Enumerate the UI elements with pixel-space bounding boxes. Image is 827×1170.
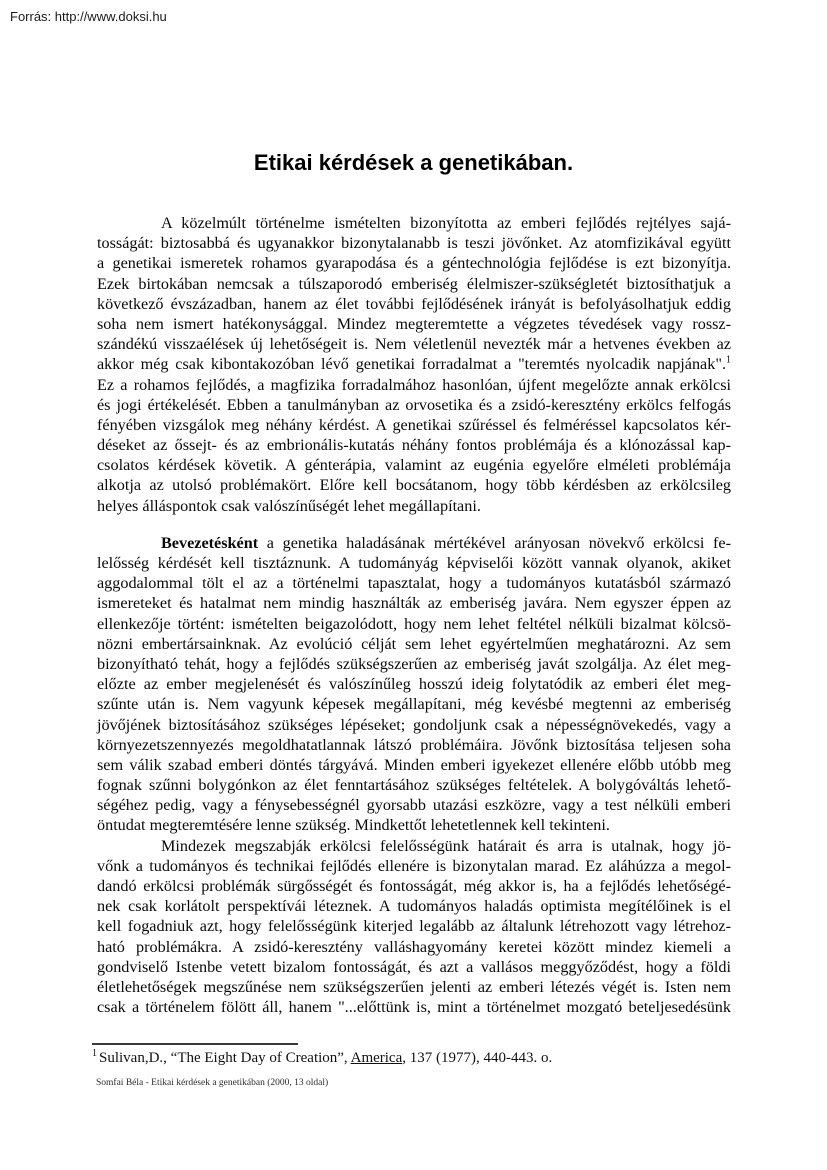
body-text bbox=[97, 213, 731, 1017]
paragraph bbox=[97, 533, 731, 836]
text-line: dandó erkölcsi problémák sürgősségét és fontosságát, még akkor is, ha a fejlődés lehetőségé- bbox=[97, 877, 731, 895]
text-line: Ez a rohamos fejlődés, a magfizika forradalmához hasonlóan, újfent megelőzte annak erkölcsi bbox=[97, 375, 731, 394]
footnote-separator bbox=[92, 1043, 298, 1045]
text-line: akkor még csak kibontakozóban lévő genetikai forradalmat a "teremtés nyolcadik napjának".$^1$ bbox=[97, 354, 731, 374]
text-line: bizonyítható tehát, hogy a fejlődés szükségszerűen az emberiség javát szolgálja. Az élet meg- bbox=[97, 654, 731, 673]
text-line: déseket az őssejt- és az embrionális-kutatás néhány fontos problémája és a klónozással kap- bbox=[97, 436, 731, 455]
text-line: nek csak korlátolt perspektívái léteznek. A tudományos haladás optimista megítélőinek is el bbox=[97, 897, 731, 916]
credit-line: Somfai Béla - Etikai kérdések a genetikában (2000, 13 oldal) bbox=[96, 1078, 329, 1088]
paragraph bbox=[97, 213, 731, 516]
source-url-label: Forrás: http://www.doksi.hu bbox=[10, 9, 167, 24]
text-line: Ezek birtokában nemcsak a túlszaporodó emberiség élelmiszer-szükségletét biztosíthatjuk a bbox=[97, 274, 731, 293]
text-line: szűnte után is. Nem vagyunk képesek megállapítani, még kevésbé megtenni az emberiség bbox=[97, 695, 731, 714]
text-line: öntudat megteremtésére lenne szükség. Mindkettőt lehetetlennek kell tekinteni. bbox=[97, 816, 610, 835]
paragraph bbox=[97, 836, 731, 1018]
text-line: vőnk a tudományos és technikai fejlődés ellenére is bizonytalan marad. Ez aláhúzza a megol- bbox=[97, 856, 731, 875]
text-line: Mindezek megszabják erkölcsi felelősségünk határait és arra is utalnak, hogy jö- bbox=[161, 836, 731, 855]
text-line: csak a történelem fölött áll, hanem "...előttünk is, mint a történelmet mozgató beteljesedésünk bbox=[97, 998, 731, 1017]
text-line: tosságát: biztosabbá és ugyanakkor bizonytalanabb is teszi jövőnket. Az atomfizikával együtt bbox=[97, 234, 731, 253]
text-line: szándékú visszaélések új lehetőségeit is. Nem véletlenül nevezték már a hetvenes években az bbox=[97, 335, 731, 354]
page-title: Etikai kérdések a genetikában. bbox=[253, 150, 574, 175]
text-line: ellenkezője történt: ismételten beigazolódott, hogy nem lehet feltétel nélküli bizalmat kölcsö- bbox=[97, 614, 731, 633]
text-line: ismereteket és hatalmat nem mindig használták az emberiség javára. Nem egyszer éppen az bbox=[97, 594, 731, 613]
text-line: fényében vizsgálok meg néhány kérdést. A genetikai szűréssel és felméréssel kapcsolatos kér- bbox=[97, 415, 731, 434]
text-line: fognak szűnni bolygónkon az élet fenntartásához szükséges feltételek. A bolygóváltás lehető- bbox=[97, 776, 731, 795]
text-line: jövőjének biztosításához szükséges lépéseket; gondoljunk csak a népességnövekedés, vagy a bbox=[97, 715, 731, 734]
footnote-text: Sulivan,D., “The Eight Day of Creation”, America, 137 (1977), 440-443. o. bbox=[99, 1050, 553, 1066]
text-line: kell fogadniuk azt, hogy felelősségünk kiterjed legalább az általunk létrehozott vagy létrehoz- bbox=[97, 917, 731, 936]
text-line: következő évszázadban, hanem az élet további fejlődésének irányát is befolyásolhatjuk eddig bbox=[97, 294, 731, 313]
text-line: nözni embertársainknak. Az evolúció célját sem lehet egyértelműen meghatározni. Az sem bbox=[97, 634, 731, 653]
text-line: ható problémákra. A zsidó-keresztény valláshagyomány keretei között mindez kiemeli a bbox=[97, 937, 731, 956]
text-line: helyes álláspontok csak valószínűségét lehet megállapítani. bbox=[97, 496, 481, 515]
text-line: csolatos kérdések követik. A génterápia, valamint az eugénia egyelőre elméleti problémája bbox=[97, 456, 731, 475]
text-line: és jogi értékelését. Ebben a tanulmányban az orvosetika és a zsidó-keresztény erkölcs felfogás bbox=[97, 395, 731, 414]
footnote bbox=[92, 1050, 737, 1067]
text-line: alkotja az utolsó problémakört. Előre kell bocsátanom, hogy több kérdésben az erkölcsileg bbox=[97, 476, 731, 495]
text-line: Bevezetésként a genetika haladásának mértékével arányosan növekvő erkölcsi fe- bbox=[161, 533, 731, 552]
text-line: előzte az ember megjelenését és valószínűleg hosszú ideig folytatódik az emberi élet meg- bbox=[97, 675, 731, 694]
text-line: környezetszennyezés megoldhatatlannak látszó problémáira. Jövőnk biztosítása teljesen soha bbox=[97, 735, 731, 754]
text-line: A közelmúlt történelme ismételten bizonyította az emberi fejlődés rejtélyes sajá- bbox=[161, 214, 731, 232]
footnote-number: 1 bbox=[92, 1048, 97, 1059]
text-line: lelősség kérdését kell tisztáznunk. A tudományág képviselői között vannak olyanok, akiket bbox=[97, 554, 731, 572]
text-line: aggodalommal tölt el az a történelmi tapasztalat, hogy a tudományos kutatásból származó bbox=[97, 574, 731, 593]
text-line: gondviselő Istenbe vetett bizalom fontosságát, és azt a vallásos meggyőződést, hogy a földi bbox=[97, 957, 731, 976]
text-line: soha nem ismert hatékonysággal. Mindez megteremtette a végzetes tévedések vagy rossz- bbox=[97, 314, 731, 333]
text-line: a genetikai ismeretek rohamos gyarapodása és a géntechnológia fejlődése is ezt bizonyítja. bbox=[97, 254, 731, 273]
text-line: ségéhez pedig, vagy a fénysebességnél gyorsabb utazási eszközre, vagy a test nélküli emberi bbox=[97, 796, 731, 815]
text-line: sem válik szabad emberi döntés tárgyává. Minden emberi igyekezet ellenére előbb utóbb meg bbox=[97, 755, 731, 774]
text-line: életlehetőségek megszűnése nem szükségszerűen jelenti az emberi létezés végét is. Isten nem bbox=[97, 977, 731, 996]
